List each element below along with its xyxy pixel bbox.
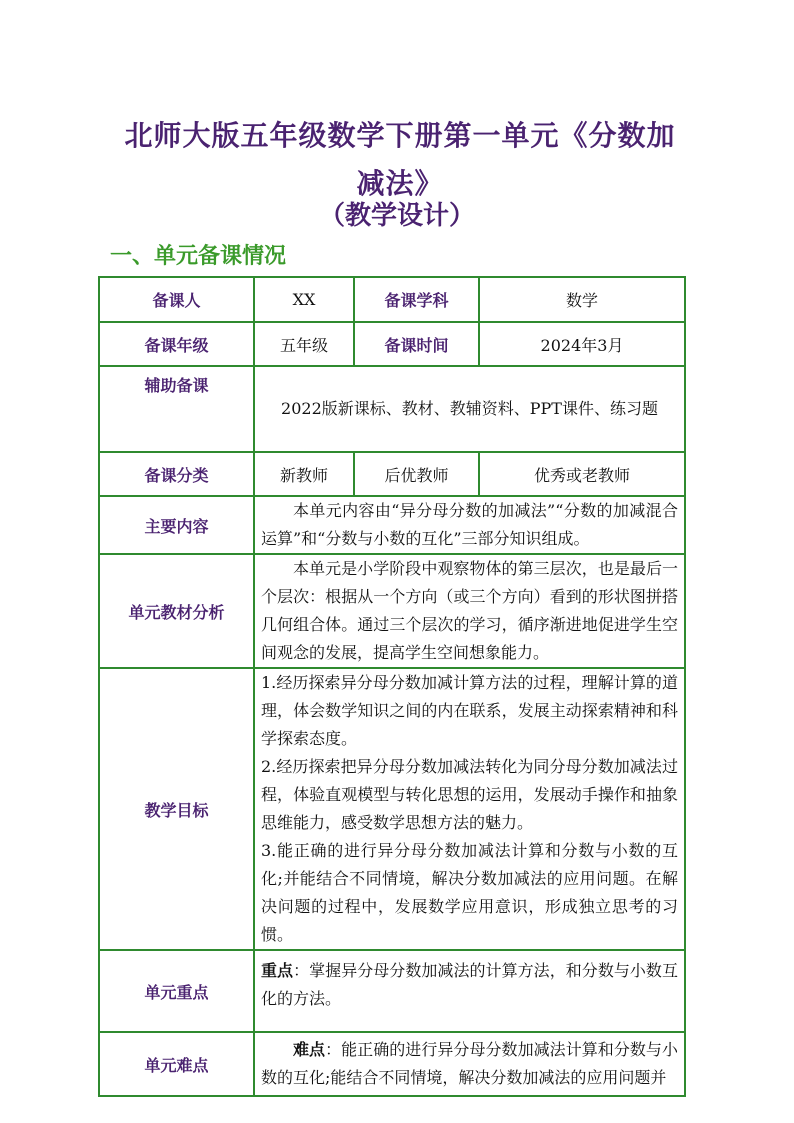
time-label: 备课时间 bbox=[354, 322, 479, 366]
analysis-label: 单元教材分析 bbox=[99, 554, 254, 668]
table-row bbox=[99, 366, 685, 452]
lesson-plan-table bbox=[98, 276, 686, 1097]
key-prefix: 重点 bbox=[261, 961, 294, 980]
goal-3: 3.能正确的进行异分母分数加减法计算和分数与小数的互化;并能结合不同情境，解决分数加减法的应用问题。在解决问题的过程中，发展数学应用意识，形成独立思考的习惯。 bbox=[261, 841, 678, 944]
teacher-label: 备课人 bbox=[99, 277, 254, 322]
category-label: 备课分类 bbox=[99, 452, 254, 496]
table-row bbox=[99, 1032, 685, 1096]
aids-label: 辅助备课 bbox=[99, 366, 254, 452]
difficulty-value: ：能正确的进行异分母分数加减法计算和分数与小数的互化;能结合不同情境，解决分数加减法的应用问题并 bbox=[261, 1040, 678, 1087]
category-improving-teacher: 后优教师 bbox=[354, 452, 479, 496]
time-value: 2024年3月 bbox=[479, 322, 685, 366]
difficulty-prefix: 难点 bbox=[293, 1040, 326, 1059]
teacher-value: XX bbox=[254, 277, 354, 322]
table-row bbox=[99, 668, 685, 950]
table-row bbox=[99, 322, 685, 366]
document-title: 北师大版五年级数学下册第一单元《分数加减法》 bbox=[124, 119, 676, 200]
key-label: 单元重点 bbox=[99, 950, 254, 1032]
table-row bbox=[99, 277, 685, 322]
grade-label: 备课年级 bbox=[99, 322, 254, 366]
aids-value: 2022版新课标、教材、教辅资料、PPT课件、练习题 bbox=[254, 366, 685, 452]
content-label: 主要内容 bbox=[99, 496, 254, 554]
subject-value: 数学 bbox=[479, 277, 685, 322]
category-excellent-teacher: 优秀或老教师 bbox=[479, 452, 685, 496]
table-row bbox=[99, 452, 685, 496]
key-value: ：掌握异分母分数加减法的计算方法，和分数与小数互化的方法。 bbox=[261, 961, 678, 1008]
difficulty-label: 单元难点 bbox=[99, 1032, 254, 1096]
content-value: 本单元内容由“异分母分数的加减法”“分数的加减混合运算”和“分数与小数的互化”三部分知识组成。 bbox=[261, 501, 678, 548]
subject-label: 备课学科 bbox=[354, 277, 479, 322]
goal-1: 1.经历探索异分母分数加减计算方法的过程，理解计算的道理，体会数学知识之间的内在联系，发展主动探索精神和科学探索态度。 bbox=[261, 673, 678, 748]
category-new-teacher: 新教师 bbox=[254, 452, 354, 496]
table-row bbox=[99, 554, 685, 668]
grade-value: 五年级 bbox=[254, 322, 354, 366]
goal-2: 2.经历探索把异分母分数加减法转化为同分母分数加减法过程，体验直观模型与转化思想的运用，发展动手操作和抽象思维能力，感受数学思想方法的魅力。 bbox=[261, 757, 678, 832]
section-heading: 一、单元备课情况 bbox=[110, 244, 287, 269]
analysis-value: 本单元是小学阶段中观察物体的第三层次，也是最后一个层次：根据从一个方向（或三个方向）看到的形状图拼搭几何组合体。通过三个层次的学习，循序渐进地促进学生空间观念的发展，提高学生空间想象能力。 bbox=[261, 559, 678, 662]
document-subtitle: （教学设计） bbox=[318, 201, 475, 231]
goals-label: 教学目标 bbox=[99, 668, 254, 950]
table-row bbox=[99, 950, 685, 1032]
table-row bbox=[99, 496, 685, 554]
